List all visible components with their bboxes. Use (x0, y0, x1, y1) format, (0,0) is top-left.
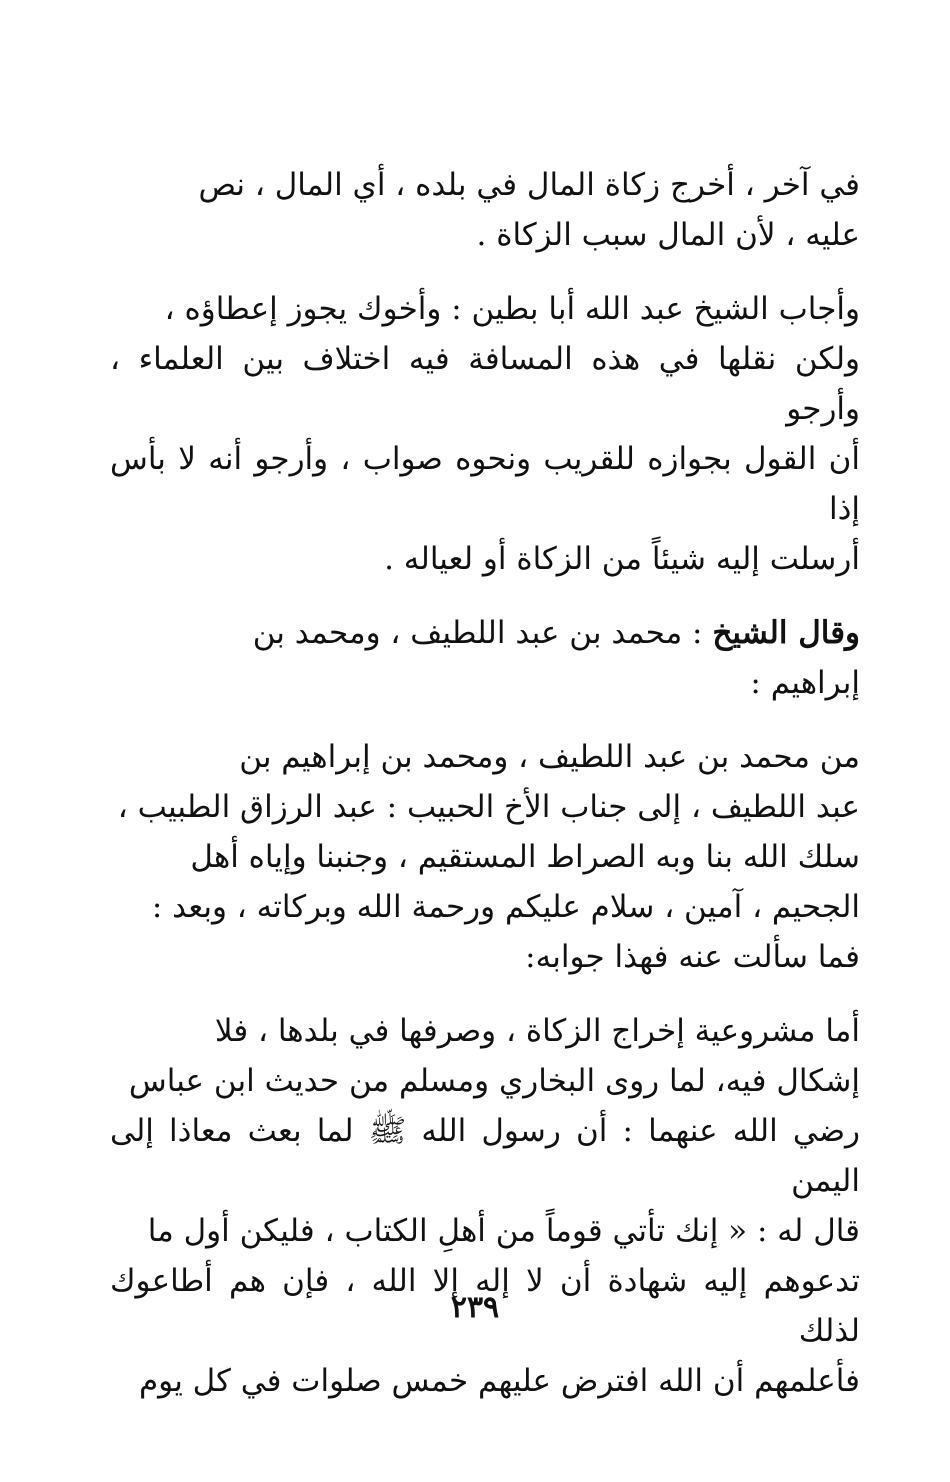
text-line: أرسلت إليه شيئاً من الزكاة أو لعياله . (384, 541, 860, 577)
text-line (110, 608, 860, 658)
text-line: ولكن نقلها في هذه المسافة فيه اختلاف بين العلماء ، وأرجو (110, 341, 860, 427)
paragraph-4 (110, 732, 860, 982)
speaker-names: : محمد بن عبد اللطيف ، ومحمد بن (252, 615, 713, 651)
text-line: في آخر ، أخرج زكاة المال في بلده ، أي المال ، نص (198, 167, 860, 203)
paragraph-3 (110, 608, 860, 708)
text-line: من محمد بن عبد اللطيف ، ومحمد بن إبراهيم بن (239, 739, 860, 775)
text-line: أن القول بجوازه للقريب ونحوه صواب ، وأرجو أنه لا بأس إذا (110, 441, 860, 527)
text-line: وأجاب الشيخ عبد الله أبا بطين : وأخوك يجوز إعطاؤه ، (164, 291, 860, 327)
text-line: فأعلمهم أن الله افترض عليهم خمس صلوات في كل يوم (138, 1363, 860, 1399)
text-line: عليه ، لأن المال سبب الزكاة . (476, 217, 860, 253)
speaker-heading: وقال الشيخ (712, 615, 860, 651)
text-line: تدعوهم إليه شهادة أن لا إله إلا الله ، فإن هم أطاعوك لذلك (110, 1263, 860, 1349)
paragraph-2 (110, 284, 860, 584)
text-line: قال له : « إنك تأتي قوماً من أهلِ الكتاب ، فليكن أول ما (147, 1213, 860, 1249)
page-number: ٢٣٩ (450, 1290, 500, 1325)
text-line: أما مشروعية إخراج الزكاة ، وصرفها في بلدها ، فلا (214, 1013, 860, 1049)
paragraph-5 (110, 1006, 860, 1406)
text-line: الجحيم ، آمين ، سلام عليكم ورحمة الله وبركاته ، وبعد : (151, 889, 860, 925)
text-line: عبد اللطيف ، إلى جناب الأخ الحبيب : عبد الرزاق الطبيب ، (117, 789, 860, 825)
paragraph-1 (110, 160, 860, 260)
text-line: سلك الله بنا وبه الصراط المستقيم ، وجنبنا وإياه أهل (190, 839, 860, 875)
text-line: فما سألت عنه فهذا جوابه: (525, 939, 860, 975)
text-line: إشكال فيه، لما روى البخاري ومسلم من حديث ابن عباس (128, 1063, 860, 1099)
page-body (110, 160, 860, 1430)
text-line: رضي الله عنهما : أن رسول الله ﷺ لما بعث معاذا إلى اليمن (110, 1113, 860, 1199)
text-line: إبراهيم : (750, 665, 860, 701)
